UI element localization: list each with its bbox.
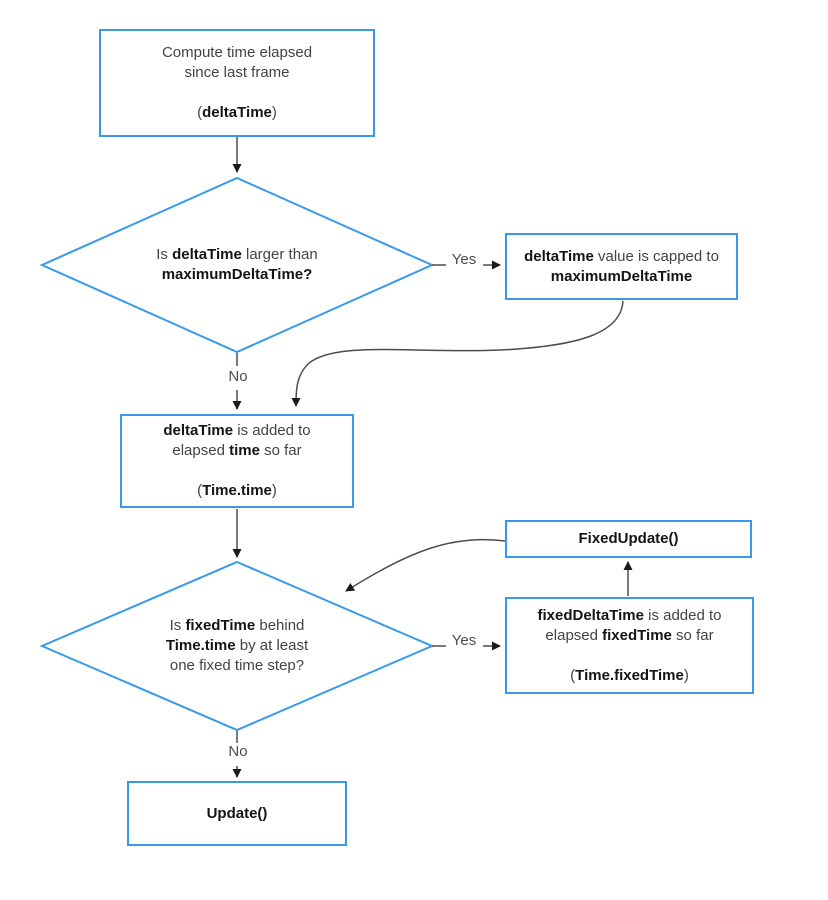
node-compute-delta-time: Compute time elapsed since last frame (deltaTime) (99, 29, 375, 137)
node-add-fixed-delta-time: fixedDeltaTime is added to elapsed fixedTime so far (Time.fixedTime) (505, 597, 754, 694)
node-add-delta-time: deltaTime is added to elapsed time so far (Time.time) (120, 414, 354, 508)
connector-fixedupdate-to-decision2-curve (346, 540, 505, 591)
decision-fixed-time-text: Is fixedTime behind Time.time by at least one fixed time step? (165, 617, 309, 674)
edge-label-yes-1: Yes (451, 251, 477, 268)
node-cap-delta-time: deltaTime value is capped to maximumDeltaTime (505, 233, 738, 300)
node-update: Update() (127, 781, 347, 846)
edge-label-yes-2: Yes (451, 632, 477, 649)
decision-max-delta-time-text: Is deltaTime larger than maximumDeltaTime? (156, 246, 318, 283)
edge-label-no-1: No (228, 368, 248, 385)
edge-label-no-2: No (228, 743, 248, 760)
connector-cap-box-to-add-delta-curve (296, 301, 623, 406)
node-fixed-update: FixedUpdate() (505, 520, 752, 558)
